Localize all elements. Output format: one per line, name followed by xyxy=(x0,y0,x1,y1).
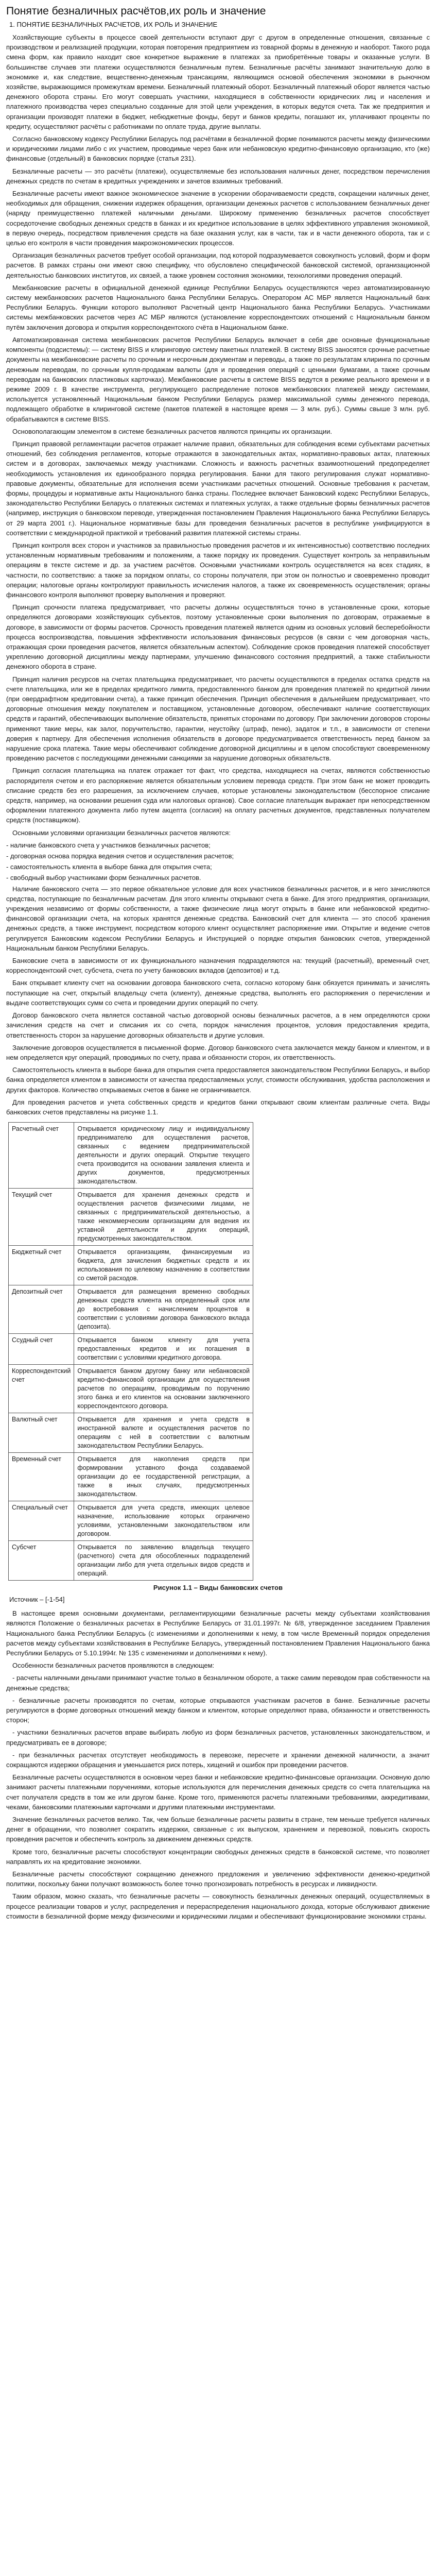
accounts-section xyxy=(6,884,430,1117)
table-row xyxy=(9,1123,253,1189)
account-type-name: Бюджетный счет xyxy=(9,1246,74,1285)
paragraph: В настоящее время основными документами, регламентирующими безналичные расчеты между субъектами хозяйствования являются Положение о безналичных расчетах в Республике Беларусь от 31.01.1997г. № 6/8, утвержденное заседанием Правления Национального банка Республики Беларусь (с изменениями и дополнениями к нему, в том числе Временный порядок определения расчетов между субъектами хозяйствования в Республике Беларусь, утвержденный постановлением Правления Национального банка Республики Беларусь от 5.10.1994г. № 135 с изменениями и дополнениями к нему). xyxy=(6,1609,430,1657)
list-item: - свободный выбор участниками форм безналичных расчетов. xyxy=(6,874,201,882)
paragraph: Таким образом, можно сказать, что безналичные расчеты — совокупность безналичных денежных операций, осуществляемых в процессе реализации товаров и услуг, распределения и перераспределения национального дохода, которые обслуживают движение стоимости в безналичной форме между физическими и юридическими лицами и обеспечивают функционирование экономики страны. xyxy=(6,1892,430,1920)
account-type-name: Валютный счет xyxy=(9,1413,74,1453)
account-type-name: Депозитный счет xyxy=(9,1285,74,1334)
table-row xyxy=(9,1246,253,1285)
paragraph: Принцип наличия ресурсов на счетах плательщика предусматривает, что расчеты осуществляются в пределах остатка средств на счете плательщика, или же в пределах кредитного лимита, предоставленного банком для проведения платежей по кредитной линии (при овердрафтном кредитовании счета), а также принцип обеспечения. Принцип обеспечения в дальнейшем предусматривает, что договорные отношения между покупателем и поставщиком, установленные договором, обеспечивают наличие соответствующих средств и гарантий, обеспечивающих выполнение обязательств, принятых сторонами по договору. При заключении договоров стороны применяют такие меры, как залог, поручительство, гарантии, неустойку (штраф, пеню), задаток и т.п., в зависимости от степени доверия к партнеру. Для обеспечения исполнения обязательств в договоре предусматривается ответственность перед банком за нарушение срока платежа. Такие меры обеспечивают соблюдение договорной дисциплины и в целом способствуют своевременному проведению расчетов с последующими денежными санкциями за нарушение договорных обязательств. xyxy=(6,675,430,762)
figure-source: Источник – [-1-54] xyxy=(9,1596,65,1604)
paragraph: - безналичные расчеты производятся по счетам, которые открываются участникам расчетов в банке. Безналичные расчеты регулируются в форме договорных отношений между банком и клиентом, которые определяют права, обязанности и ответственность сторон; xyxy=(6,1696,430,1724)
paragraph: Безналичные расчеты имеют важное экономическое значение в ускорении оборачиваемости средств, сокращении наличных денег, необходимых для обращения, снижении издержек обращения, организации денежных расчетов с использованием безналичных денег (наряду преимущественно платежей наличными деньгами. Широкому применению безналичных расчетов способствует сосредоточение свободных денежных средств в банках и их кредитное использование в целях эффективного управления экономикой, в первую очередь, посредством привлечения средств на базе оказания услуг, как в части, так и в части денежного оборота, так и с целью его контроля в части проведения макроэкономических процессов. xyxy=(6,190,430,247)
table-row xyxy=(9,1285,253,1334)
table-row xyxy=(9,1541,253,1581)
account-type-name: Временный счет xyxy=(9,1453,74,1501)
list-item: - договорная основа порядка ведения счетов и осуществления расчетов; xyxy=(6,852,234,860)
paragraph: Хозяйствующие субъекты в процессе своей деятельности вступают друг с другом в определенные отношения, связанные с производством и реализацией продукции, которая повторения предприятием из товарной формы в денежную и наоборот. Такого рода смена форм, как правило находит свое конкретное выражение в платежах за приобретённые товары и оказанные услуги. В большинстве случаев эти платежи осуществляются безналичным путем. Безналичные расчёты занимают значительную долю в экономике и, как следствие, вещественно-денежным трансакциям, являющимся основой обеспечения экономики в рыночном хозяйстве, выражающимся промежуткам времени. Безналичный платежный оборот. Безналичный платежный оборот является частью денежного оборота страны. Его могут совершать участники, находящиеся в собственности юридических лиц и населения и платежного производства через специально созданные для этой цели учреждения, в которых ведутся счета. Так же предприятия и организации производят платежи в бюджет, небюджетные фонды, берут и банков кредиты, погашают их, уплачивают проценты по кредиту, осуществляют расчёты с работниками по оплате труда, другие выплаты. xyxy=(6,33,430,130)
paragraph: - расчеты наличными деньгами принимают участие только в безналичном обороте, а также самим переводом прав собственности на денежные средства; xyxy=(6,1674,430,1692)
paragraph: Основными условиями организации безналичных расчетов являются: xyxy=(12,828,231,837)
paragraph: Основополагающим элементом в системе безналичных расчетов являются принципы их организации. xyxy=(12,427,333,435)
paragraph: Безналичные расчеты — это расчёты (платежи), осуществляемые без использования наличных денег, посредством перечисления денежных средств по счетам в кредитных учреждениях и зачетов взаимных требований. xyxy=(6,167,430,185)
list-item: - наличие банковского счета у участников безналичных расчетов; xyxy=(6,841,211,849)
account-type-name: Корреспондентский счет xyxy=(9,1365,74,1413)
conditions-list xyxy=(6,840,430,883)
figure-caption: Рисунок 1.1 – Виды банковских счетов xyxy=(153,1584,283,1592)
account-type-name: Текущий счет xyxy=(9,1189,74,1246)
paragraph: - при безналичных расчетах отсутствует необходимость в перевозке, пересчете и хранении денежной наличности, а значит сокращаются издержки обращения и уменьшается риск потерь, хищений и ошибок при проведении расчетов. xyxy=(6,1751,430,1769)
closing-section xyxy=(6,1608,430,1921)
paragraph: Автоматизированная система межбанковских расчетов Республики Беларусь включает в себя две основные функциональные компоненты (подсистемы): — систему BISS и клиринговую систему пакетных платежей. В систему BISS заносятся срочные расчетные документы на межбанковские расчеты по срочным и несрочным документам и переводы, а также по результатам клиринга по срочным денежным переводам, по срочным купля-продажам валюты (для и проведения операций с ценными бумагами, а также срочным переводам на банковских пластиковых карточках). Межбанковские расчеты в системе BISS ведутся в режиме реального времени и в режиме 2009 г. В качестве инструмента, регулирующего распределение потоков межбанковских платежей между системами, используется установленный Национальным банком Республики Беларусь размер максимальной суммы денежного перевода, подлежащего обработке в клиринговой системе (пакетов платежей в настоящее время — 3 млн. руб.). Суммы свыше 3 млн. руб. обрабатываются в системе BISS. xyxy=(6,335,430,423)
account-type-name: Расчетный счет xyxy=(9,1123,74,1189)
intro-section xyxy=(6,32,430,838)
table-row xyxy=(9,1189,253,1246)
account-type-name: Специальный счет xyxy=(9,1501,74,1541)
paragraph: Самостоятельность клиента в выборе банка для открытия счета предоставляется законодательством Республики Беларусь, и выбор банка определяется клиентом в зависимости от качества предоставляемых услуг, стоимости обслуживания, удобства расположения и других факторов. Количество открываемых счетов в банке не ограничивается. xyxy=(6,1066,430,1094)
table-row xyxy=(9,1501,253,1541)
page-title: Понятие безналичных расчётов,их роль и значение xyxy=(6,5,266,17)
account-type-description: Открывается для хранения денежных средств и осуществления расчетов физическими лицами, не связанных с предпринимательской деятельностью, а также некоммерческим организациям для ведения их уставной деятельности и других операций, предусмотренных законодательством. xyxy=(74,1189,253,1246)
table-row xyxy=(9,1365,253,1413)
paragraph: Принцип контроля всех сторон и участников за правильностью проведения расчетов и их интенсивностью) соответствию последних установленным нормативным требованиям и положениям, а также порядку их проведения. Существует контроль за неправильным операциям в тексте системе и др. за участием расчётов. Основными участниками контроль осуществляется на всех стадиях, в частности, по соответствию: а также за порядком оплаты, со стороны получателя, при этом он полностью и своевременно проводит операции; налоговые органы контролируют правильность исчисления налогов, а также их своевременность осуществления; органы финансового контроля выполняют проверку выполнения и проверяют. xyxy=(6,541,430,599)
paragraph: Наличие банковского счета — это первое обязательное условие для всех участников безналичных расчетов, и в него зачисляются средства, поступающие по безналичным расчетам. Для этого клиенты открывают счета в банке. Для этого предприятия, организации, учреждения независимо от формы собственности, а также физические лица могут открыть в банке или небанковской кредитно-финансовой организации счета, на которых хранятся денежные средства. Банковский счет для клиента — это способ хранения денежных средств, а также инструмент, посредством которого клиент осуществляет распоряжение ими. Открытие и ведение счетов регулируется Банковским кодексом Республики Беларусь и Инструкцией о порядке открытия банковских счетов, утвержденной Национальным банком Республики Беларусь. xyxy=(6,885,430,952)
paragraph: Организация безналичных расчетов требует особой организации, под которой подразумевается совокупность условий, форм и форм расчетов. В рамках страны они имеют свою специфику, что обусловлено специфической банковской системой, организационной деятельностью банковских институтов, их связей, а также уровнем состояния экономики, технологиями проведения операций. xyxy=(6,251,430,279)
table-row xyxy=(9,1413,253,1453)
account-type-description: Открывается банком клиенту для учета предоставленных кредитов и их погашения в соответствии с условиями кредитного договора. xyxy=(74,1334,253,1365)
account-type-description: Открывается по заявлению владельца текущего (расчетного) счета для обособленных подразделений организации либо для учета отдельных видов средств и операций. xyxy=(74,1541,253,1581)
account-type-description: Открывается организациям, финансируемым из бюджета, для зачисления бюджетных средств и их использования по целевому назначению в соответствии со сметой расходов. xyxy=(74,1246,253,1285)
paragraph: Безналичные расчеты осуществляются в основном через банки и небанковские кредитно-финансовые организации. Основную долю занимают расчеты платежными поручениями, которые используются для перечисления денежных средств со счета плательщика на счет получателя средств в том же или другом банке. Кроме того, применяются расчеты платежными требованиями, аккредитивами, чеками, банковскими платежными карточками и другими платежными инструментами. xyxy=(6,1773,430,1811)
paragraph: Принцип правовой регламентации расчетов отражает наличие правил, обязательных для соблюдения всеми субъектами расчетных отношений, без соблюдения регламентов, которые отражаются в законодательных актах, нормативно-правовых актах, платежных систем и в договорах, заключаемых между участниками. Сложность и важность расчетных взаимоотношений предопределяет необходимость установления их единообразного порядка регулирования. Банки для такого регулирования служат нормативно-правовые документы, обязательные для исполнения всеми участниками расчетных отношений. Основные требования к расчетам, формы, процедуры и нормативные акты Национального банка страны. Последнее включает Банковский кодекс Республики Беларусь, законодательство Республики Беларусь о платежных системах и платежных услугах, а также отдельные формы безналичных расчетов (например, инструкция о банковском переводе, утвержденная постановлением Правления Национального банка Республики Беларусь от 29 марта 2001 г.). Национальное нормативные базы для проведения безналичных расчетов в республике унифицируются в соответствии с международной практикой и требований развития платежной системы страны. xyxy=(6,439,430,537)
bank-accounts-table xyxy=(8,1122,253,1581)
account-type-description: Открывается для накопления средств при формировании уставного фонда создаваемой организации до ее государственной регистрации, а также в иных случаях, предусмотренных законодательством. xyxy=(74,1453,253,1501)
paragraph: Принцип согласия плательщика на платеж отражает тот факт, что средства, находящиеся на счетах, являются собственностью распорядителя счетом и его распоряжение является обязательным условием перевода средств. При этом банк не может проводить списание средств без его разрешения, за исключением случаев, которые установлены законодательством (бесспорное списание средств, например, на основании решения суда или налоговых органов). Свое согласие плательщик выражает при непосредственном оформлении платежного документа либо путем акцепта (согласия) на оплату расчетных документов, представленных получателем средств (поставщиком). xyxy=(6,767,430,824)
paragraph: - участники безналичных расчетов вправе выбирать любую из форм безналичных расчетов, установленных законодательством, и предусматривать ее в договоре; xyxy=(6,1728,430,1747)
paragraph: Значение безналичных расчетов велико. Так, чем больше безналичные расчеты развиты в стране, тем меньше требуется наличных денег в обращении, что позволяет сократить издержки, связанные с их выпуском, хранением и перевозкой, повысить скорость проведения расчетов и обеспечить контроль за движением денежных средств. xyxy=(6,1815,430,1843)
paragraph: Договор банковского счета является составной частью договорной основы безналичных расчетов, а в нем определяются сроки зачисления средств на счет и списания их со счета, порядок начисления процентов, условия предоставления кредита, ответственность сторон за нарушение договорных обязательств и другие условия. xyxy=(6,1011,430,1039)
paragraph: Банк открывает клиенту счет на основании договора банковского счета, согласно которому банк обязуется принимать и зачислять поступающие на счет, открытый владельцу счета (клиенту), денежные средства, выполнять его распоряжения о перечислении и выдаче соответствующих сумм со счета и проведении других операций по счету. xyxy=(6,979,430,1007)
account-type-description: Открывается юридическому лицу и индивидуальному предпринимателю для осуществления расчетов, связанных с ведением предпринимательской деятельности и других операций. Открытие текущего счета производится на основании заявления клиента и других документов, предусмотренных законодательством. xyxy=(74,1123,253,1189)
paragraph: Заключение договоров осуществляется в письменной форме. Договор банковского счета заключается между банком и клиентом, и в нем определяется круг операций, проводимых по счету, права и обязанности сторон, их ответственность. xyxy=(6,1043,430,1061)
paragraph: Принцип срочности платежа предусматривает, что расчеты должны осуществляться точно в установленные сроки, которые определяются договорами хозяйствующих субъектов, поэтому установленные сроки выполнения по договорам, отражаемые в договоре, в зависимости от формы расчетов. Срочность проведения платежей является одним из основных условий бесперебойности процесса воспроизводства, повышения эффективности использования финансовых ресурсов (в связи с чем договорная часть, отражающая сроки проведения расчетов, является обязательным аспектом). Соблюдение сроков проведения платежей способствует укреплению договорной дисциплины между партнерами, улучшению финансового состояния предприятий, а также стабильности денежного оборота в стране. xyxy=(6,603,430,671)
table-row xyxy=(9,1453,253,1501)
account-type-description: Открывается для хранения и учета средств в иностранной валюте и осуществления расчетов по операциям с ней в соответствии с валютным законодательством Республики Беларусь. xyxy=(74,1413,253,1453)
list-item: - самостоятельность клиента в выборе банка для открытия счета; xyxy=(6,863,212,871)
paragraph: Банковские счета в зависимости от их функционального назначения подразделяются на: текущий (расчетный), временный счет, корреспондентский счет, субсчета, счета по учету банковских вкладов (депозитов) и т.д. xyxy=(6,957,430,975)
paragraph: Особенности безналичных расчетов проявляются в следующем: xyxy=(12,1662,215,1670)
paragraph: Для проведения расчетов и учета собственных средств и кредитов банки открывают своим клиентам различные счета. Виды банковских счетов представлены на рисунке 1.1. xyxy=(6,1098,430,1116)
section-heading: 1. ПОНЯТИЕ БЕЗНАЛИЧНЫХ РАСЧЕТОВ, ИХ РОЛЬ И ЗНАЧЕНИЕ xyxy=(9,21,218,28)
paragraph: Согласно банковскому кодексу Республики Беларусь под расчётами в безналичной форме понимаются расчеты между физическими и юридическими лицами либо с их участием, проводимые через банк или небанковскую кредитно-финансовую организацию, кто (же) финансовые (отдельный) в банковских порядке (статья 231). xyxy=(6,135,430,163)
paragraph: Межбанковские расчеты в официальной денежной единице Республики Беларусь осуществляются через автоматизированную систему межбанковских расчетов Национального банка Республики Беларусь. Оператором АС МБР является Национальный банк Республики Беларусь. Функции которого выполняют Расчетный центр Национального банка Республики Беларусь. Участниками системы межбанковских расчетов через АС МБР являются (установление корреспондентских отношений с Национальным банком путём заключения договора и открытия корреспондентского счёта в Национальном банке. xyxy=(6,283,430,331)
account-type-description: Открывается банком другому банку или небанковской кредитно-финансовой организации для осуществления расчетов по операциям, проводимым по поручению этого банка и его клиентов на основании заключенного корреспондентского договора. xyxy=(74,1365,253,1413)
account-type-description: Открывается для учета средств, имеющих целевое назначение, использование которых ограничено условиями, установленными законодательством или договором. xyxy=(74,1501,253,1541)
paragraph: Безналичные расчеты способствуют сокращению денежного предложения и увеличению эффективности денежно-кредитной политики, поскольку банки получают возможность более точно прогнозировать потребность в ресурсах и ликвидности. xyxy=(6,1870,430,1888)
account-type-description: Открывается для размещения временно свободных денежных средств клиента на определенный срок или до востребования с начислением процентов в соответствии с условиями договора банковского вклада (депозита). xyxy=(74,1285,253,1334)
paragraph: Кроме того, безналичные расчеты способствуют концентрации свободных денежных средств в банковской системе, что позволяет направлять их на кредитование экономики. xyxy=(6,1848,430,1866)
account-type-name: Ссудный счет xyxy=(9,1334,74,1365)
table-row xyxy=(9,1334,253,1365)
account-type-name: Субсчет xyxy=(9,1541,74,1581)
